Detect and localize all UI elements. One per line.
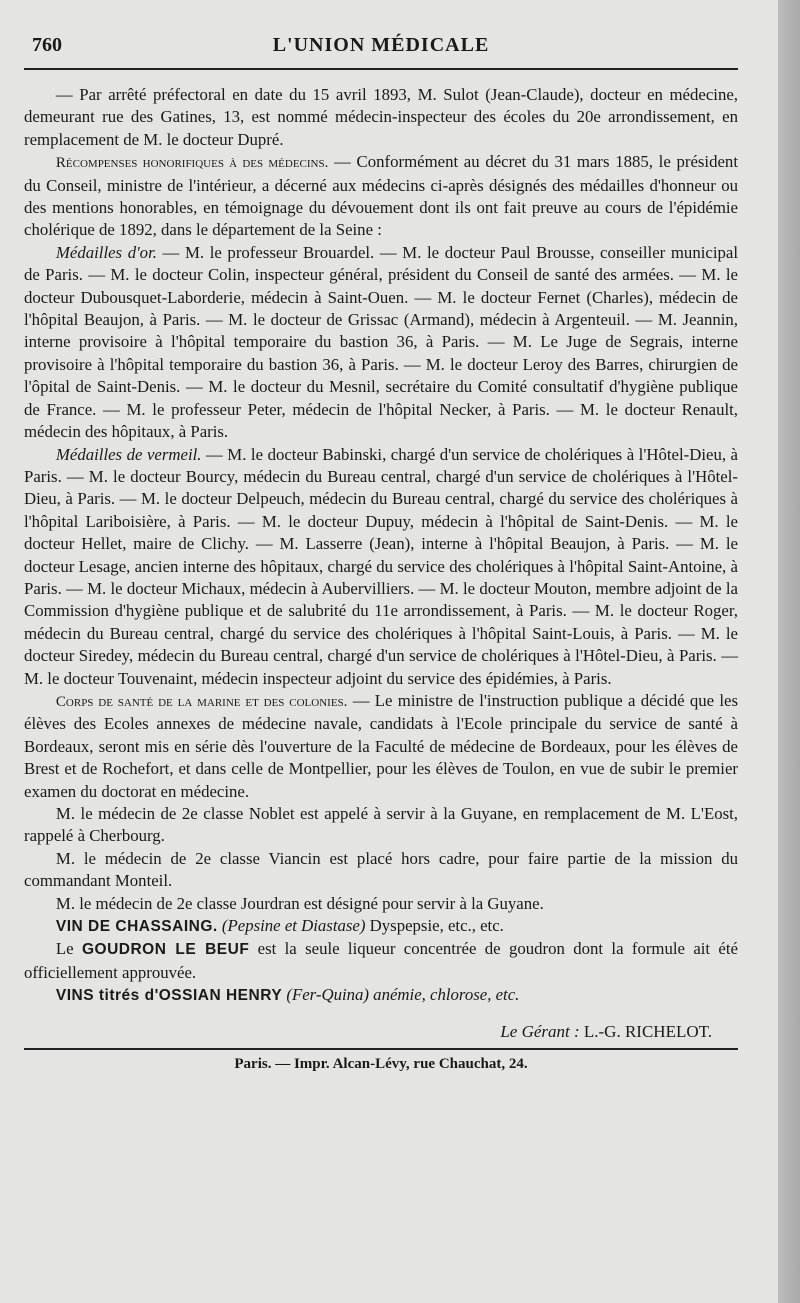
page-header [24, 0, 738, 58]
footer-rule [24, 1048, 738, 1050]
ad-goudron-name: GOUDRON LE BEUF [81, 941, 250, 959]
header-rule [24, 68, 738, 70]
vermeil-medals-heading: Médailles de vermeil. [55, 444, 202, 464]
ad-goudron-text: est la seule liqueur concentrée de goudron dont la formule ait été officiellement approuvée. [24, 939, 738, 982]
paragraph-awards-intro [24, 151, 738, 242]
gold-medals-heading: Médailles d'or. [55, 242, 157, 262]
paragraph-jourdran: M. le médecin de 2e classe Jourdran est désigné pour servir à la Guyane. [55, 893, 544, 913]
paragraph-appointment: — Par arrêté préfectoral en date du 15 avril 1893, M. Sulot (Jean-Claude), docteur en médecine, demeurant rue des Gatines, 13, est nommé médecin-inspecteur des écoles du 20e arrondissement, en remplacement de M. le docteur Dupré. [24, 85, 738, 149]
ad-goudron [24, 938, 738, 984]
paragraph-noblet: M. le médecin de 2e classe Noblet est appelé à servir à la Guyane, en remplacement de M. L'Eost, rappelé à Cherbourg. [24, 804, 738, 846]
vermeil-medals-text: — M. le docteur Babinski, chargé d'un service de cholériques à l'Hôtel-Dieu, à Paris. — M. le docteur Bourcy, médecin du Bureau central, chargé d'un service de cholériques à l'Hôtel-Dieu, à Paris. — M. le docteur Delpeuch, médecin du Bureau central, chargé du service des cholériques à l'hôpital Lariboisière, à Paris. — M. le docteur Dupuy, médecin à l'hôpital de Saint-Denis. — M. le docteur Hellet, maire de Clichy. — M. Lasserre (Jean), interne à l'hôpital Beaujon, à Paris. — M. le docteur Lesage, ancien interne des hôpitaux, chargé du service des cholériques à l'hôpital Saint-Antoine, à Paris. — M. le docteur Michaux, médecin à Aubervilliers. — M. le docteur Mouton, membre adjoint de la Commission d'hygiène publique et de salubrité du 11e arrondissement, à Paris. — M. le docteur Roger, médecin du Bureau central, chargé du service des cholériques à l'hôpital Saint-Louis, à Paris. — M. le docteur Siredey, médecin du Bureau central, chargé d'un service de cholériques à l'Hôtel-Dieu, à Paris. — M. le docteur Touvenaint, médecin inspecteur adjoint du service des épidémies, à Paris. [24, 444, 738, 688]
awards-intro-text: — Conformément au décret du 31 mars 1885, le président du Conseil, ministre de l'intérieur, a décerné aux médecins ci-après désignés des médailles d'honneur ou des mentions honorables, en témoignage du dévouement dont ils ont fait preuve au cours de l'épidémie cholérique de 1892, dans le département de la Seine : [24, 152, 738, 240]
paragraph-navy-corps [24, 690, 738, 803]
navy-corps-text: — Le ministre de l'instruction publique a décidé que les élèves des Ecoles annexes de médecine navale, candidats à l'Ecole principale du service de santé à Bordeaux, seront mis en série dès l'ouverture de la Faculté de médecine de Bordeaux, pour les élèves de Brest et de Rochefort, et dans celle de Montpellier, pour les élèves de Toulon, en vue de subir le premier examen du doctorat en médecine. [24, 690, 738, 801]
ad-chassaing-name: VIN DE CHASSAING. [55, 918, 218, 936]
paragraph-gold-medals [24, 242, 738, 444]
ad-ossian-name: VINS titrés d'OSSIAN HENRY [55, 987, 283, 1005]
page-edge [778, 0, 800, 1303]
paragraph-vermeil-medals [24, 444, 738, 690]
ad-chassaing [24, 915, 738, 938]
ad-ossian-text: (Fer-Quina) anémie, chlorose, etc. [286, 985, 520, 1005]
article-body [24, 84, 738, 1008]
running-title: L'UNION MÉDICALE [272, 34, 490, 56]
printer-imprint: Paris. — Impr. Alcan-Lévy, rue Chauchat, 24. [234, 1055, 528, 1072]
ad-chassaing-ingredients: (Pepsine et Diastase) [221, 916, 366, 936]
ad-goudron-pre: Le [55, 939, 82, 959]
section-heading-awards: Récompenses honorifiques à des médecins. [55, 155, 329, 172]
signature-name: L.-G. RICHELOT. [583, 1021, 712, 1041]
ad-chassaing-text: Dyspepsie, etc., etc. [365, 916, 504, 936]
section-heading-navy: Corps de santé de la marine et des colonies. [55, 693, 348, 710]
signature [24, 1022, 738, 1042]
ad-ossian-henry [24, 984, 738, 1007]
signature-label: Le Gérant : [500, 1021, 580, 1041]
gold-medals-text: — M. le professeur Brouardel. — M. le docteur Paul Brousse, conseiller municipal de Paris. — M. le docteur Colin, inspecteur général, président du Conseil de santé des armées. — M. le docteur Dubousquet-Laborderie, médecin à Saint-Ouen. — M. le docteur Fernet (Charles), médecin de l'hôpital Beaujon, à Paris. — M. le docteur de Grissac (Armand), médecin à Argenteuil. — M. Jeannin, interne provisoire à l'hôpital temporaire du bastion 36, à Paris. — M. Le Juge de Segrais, interne provisoire à l'hôpital temporaire du bastion 36, à Paris. — M. le docteur Leroy des Barres, chirurgien de l'ôpital de Saint-Denis. — M. le docteur du Mesnil, secrétaire du Comité consultatif d'hygiène publique de France. — M. le professeur Peter, médecin de l'hôpital Necker, à Paris. — M. le docteur Renault, médecin des hôpitaux, à Paris. [24, 242, 738, 442]
page-number: 760 [32, 34, 62, 56]
paragraph-viancin: M. le médecin de 2e classe Viancin est placé hors cadre, pour faire partie de la mission du commandant Monteil. [24, 848, 738, 891]
